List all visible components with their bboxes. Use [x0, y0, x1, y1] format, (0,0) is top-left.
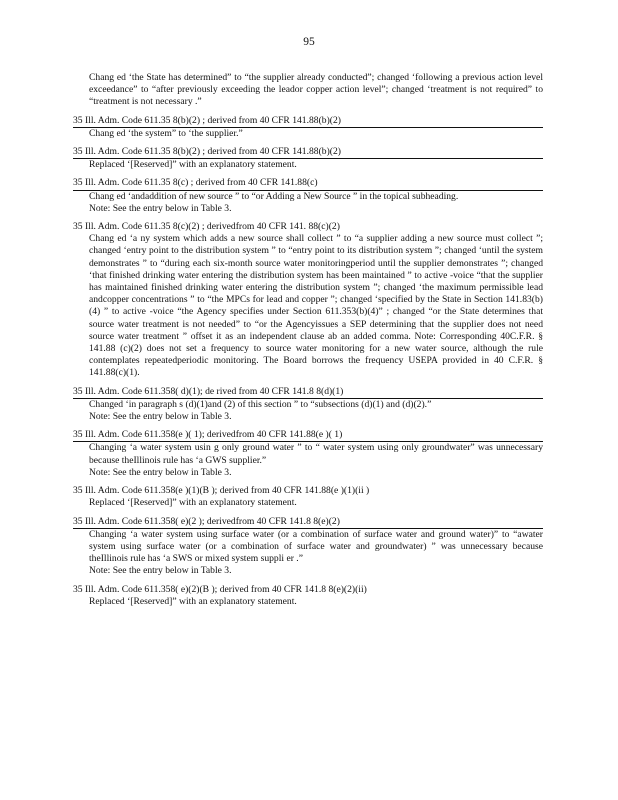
entry-text: Replaced ‘[Reserved]” with an explanatory statement.	[89, 595, 297, 607]
document-body	[73, 72, 543, 614]
entry-heading: 35 Ill. Adm. Code 611.358(e )( 1); derivedfrom 40 CFR 141.88(e )( 1)	[73, 429, 543, 442]
entry-text: Chang ed ‘a ny system which adds a new source shall collect ” to “a supplier adding a new source must collect ”; changed ‘entry point to the distribution system ” to “entry point to its distribution system ”; changed ‘until the system demonstrates ” to “during each six-month source water monitoringperiod until the supplier demonstrates ”; changed ‘that finished drinking water entering the distribution system has been maintained ” to active -voice “that the supplier has maintained finished drinking water entering the distribution system ”; changed ‘the maximum permissible lead andcopper concentrations ” to “the MPCs for lead and copper ”; changed ‘specified by the State in Section 141.83(b)(4) ” to active -voice “the Agency specifies under Section 611.353(b)(4)” ; changed “or the State determines that source water treatment is not needed” to “or the Agencyissues a SEP determining that the supplier does not need source water treatment ” offset it as an independent clause ab an added comma. Note: Corresponding 40C.F.R. § 141.88 (c)(2) does not set a frequency to source water monitoring for a new water source, although the rule contemplates repeatedperiodic monitoring. The Board borrows the frequency USEPA provided in 40 C.F.R. § 141.88(c)(1).	[89, 233, 543, 379]
entry-9	[73, 584, 543, 608]
entry-text: Changed ‘in paragraph s (d)(1)and (2) of this section ” to “subsections (d)(1) and (d)(2).”	[89, 398, 432, 410]
entry-note: Note: See the entry below in Table 3.	[89, 565, 232, 577]
entry-text: Changing ‘a water system using surface water (or a combination of surface water and ground water)” to “awater system using surface water (or a combination of surface water and groundwater) ” was unnecessary because theIllinois rule has ‘a SWS or mixed system suppli er .”	[89, 528, 543, 565]
entry-heading: 35 Ill. Adm. Code 611.35 8(c)(2) ; derivedfrom 40 CFR 141. 88(c)(2)	[73, 221, 340, 233]
entry-note: Note: See the entry below in Table 3.	[89, 202, 232, 214]
entry-text: Chang ed ‘andaddition of new source ” to “or Adding a New Source ” in the topical subheading.	[89, 190, 459, 202]
entry-text: Chang ed ‘the system” to ‘the supplier.”	[89, 127, 243, 139]
entry-heading: 35 Ill. Adm. Code 611.35 8(c) ; derived from 40 CFR 141.88(c)	[73, 177, 543, 190]
entry-heading: 35 Ill. Adm. Code 611.358( e)(2)(B ); derived from 40 CFR 141.8 8(e)(2)(ii)	[73, 583, 367, 595]
entry-3	[73, 177, 543, 215]
entry-heading: 35 Ill. Adm. Code 611.358( e)(2 ); derivedfrom 40 CFR 141.8 8(e)(2)	[73, 516, 543, 529]
entry-text: Changing ‘a water system usin g only ground water ” to “ water system using only groundwater” was unnecessary because theIllinois rule has ‘a GWS supplier.”	[89, 442, 543, 466]
entry-heading: 35 Ill. Adm. Code 611.358( d)(1); de rived from 40 CFR 141.8 8(d)(1)	[73, 386, 543, 399]
intro-text: Chang ed ‘the State has determined” to “the supplier already conducted”; changed ‘following a previous action level exceedance” to “after previously exceeding the leador copper action level”; changed ‘treatment is not required” to “treatment is not necessary .”	[89, 72, 543, 108]
entry-text: Replaced ‘[Reserved]” with an explanatory statement.	[89, 159, 297, 171]
entry-5	[73, 386, 543, 424]
entry-7	[73, 485, 543, 509]
intro-paragraph	[73, 72, 543, 109]
entry-4	[73, 221, 543, 380]
entry-6	[73, 429, 543, 479]
entry-note: Note: See the entry below in Table 3.	[89, 411, 232, 423]
entry-8	[73, 516, 543, 578]
entry-note: Note: See the entry below in Table 3.	[89, 466, 232, 478]
entry-heading: 35 Ill. Adm. Code 611.35 8(b)(2) ; derived from 40 CFR 141.88(b)(2)	[73, 146, 543, 159]
entry-1	[73, 115, 543, 140]
page-number: 95	[303, 36, 315, 48]
entry-heading: 35 Ill. Adm. Code 611.35 8(b)(2) ; derived from 40 CFR 141.88(b)(2)	[73, 115, 543, 128]
entry-heading: 35 Ill. Adm. Code 611.358(e )(1)(B ); derived from 40 CFR 141.88(e )(1)(ii )	[73, 485, 370, 497]
entry-2	[73, 146, 543, 171]
entry-text: Replaced ‘[Reserved]” with an explanatory statement.	[89, 497, 297, 509]
